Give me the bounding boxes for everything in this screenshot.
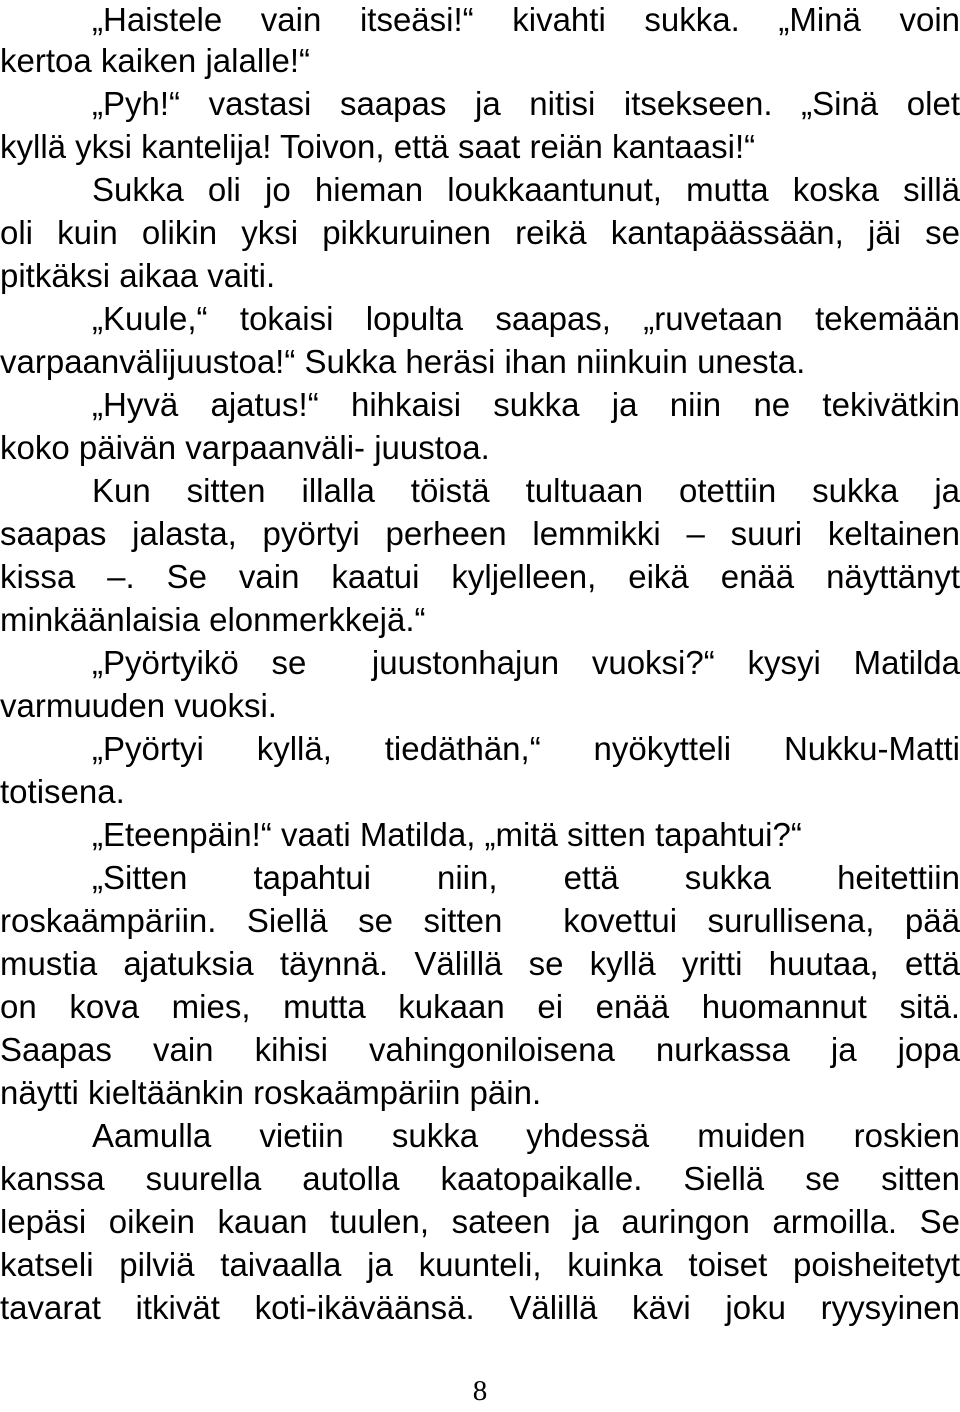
- text-line: minkäänlaisia elonmerkkejä.“: [0, 601, 426, 638]
- text-line: mustia ajatuksia täynnä. Välillä se kyllä yritti huutaa, että: [0, 945, 960, 982]
- text-line: kissa –. Se vain kaatui kyljelleen, eikä enää näyttänyt: [0, 558, 960, 595]
- text-line: kertoa kaiken jalalle!“: [0, 42, 310, 79]
- text-line: Saapas vain kihisi vahingoniloisena nurkassa ja jopa: [0, 1031, 960, 1068]
- text-line: „Pyörtyikö se juustonhajun vuoksi?“ kysyi Matilda: [92, 644, 960, 681]
- text-line: katseli pilviä taivaalla ja kuunteli, kuinka toiset poisheitetyt: [0, 1246, 960, 1283]
- text-line: Sukka oli jo hieman loukkaantunut, mutta koska sillä: [92, 171, 960, 208]
- text-line: kanssa suurella autolla kaatopaikalle. Siellä se sitten: [0, 1160, 960, 1197]
- text-line: näytti kieltäänkin roskaämpäriin päin.: [0, 1074, 542, 1111]
- text-line: lepäsi oikein kauan tuulen, sateen ja auringon armoilla. Se: [0, 1203, 960, 1240]
- text-line: „Kuule,“ tokaisi lopulta saapas, „ruvetaan tekemään: [92, 300, 960, 337]
- text-line: „Pyörtyi kyllä, tiedäthän,“ nyökytteli Nukku-Matti: [92, 730, 960, 767]
- text-line: Kun sitten illalla töistä tultuaan otettiin sukka ja: [92, 472, 960, 509]
- text-line: koko päivän varpaanväli- juustoa.: [0, 429, 490, 466]
- text-line: oli kuin olikin yksi pikkuruinen reikä kantapäässään, jäi se: [0, 214, 960, 251]
- text-line: pitkäksi aikaa vaiti.: [0, 257, 276, 294]
- text-line: „Hyvä ajatus!“ hihkaisi sukka ja niin ne tekivätkin: [92, 386, 960, 423]
- text-line: „Haistele vain itseäsi!“ kivahti sukka. „Minä voin: [92, 1, 960, 38]
- text-line: saapas jalasta, pyörtyi perheen lemmikki – suuri keltainen: [0, 515, 960, 552]
- text-line: kyllä yksi kantelija! Toivon, että saat reiän kantaasi!“: [0, 128, 756, 165]
- text-line: Aamulla vietiin sukka yhdessä muiden roskien: [92, 1117, 960, 1154]
- text-line: roskaämpäriin. Siellä se sitten kovettui surullisena, pää: [0, 902, 960, 939]
- text-line: varmuuden vuoksi.: [0, 687, 277, 724]
- page-number: 8: [472, 1375, 488, 1407]
- text-line: „Eteenpäin!“ vaati Matilda, „mitä sitten tapahtui?“: [92, 816, 802, 853]
- text-line: varpaanvälijuustoa!“ Sukka heräsi ihan niinkuin unesta.: [0, 343, 806, 380]
- text-line: „Pyh!“ vastasi saapas ja nitisi itsekseen. „Sinä olet: [92, 85, 960, 122]
- text-line: tavarat itkivät koti-ikäväänsä. Välillä kävi joku ryysyinen: [0, 1289, 960, 1326]
- text-line: „Sitten tapahtui niin, että sukka heitettiin: [92, 859, 960, 896]
- text-line: on kova mies, mutta kukaan ei enää huomannut sitä.: [0, 988, 960, 1025]
- text-line: totisena.: [0, 773, 125, 810]
